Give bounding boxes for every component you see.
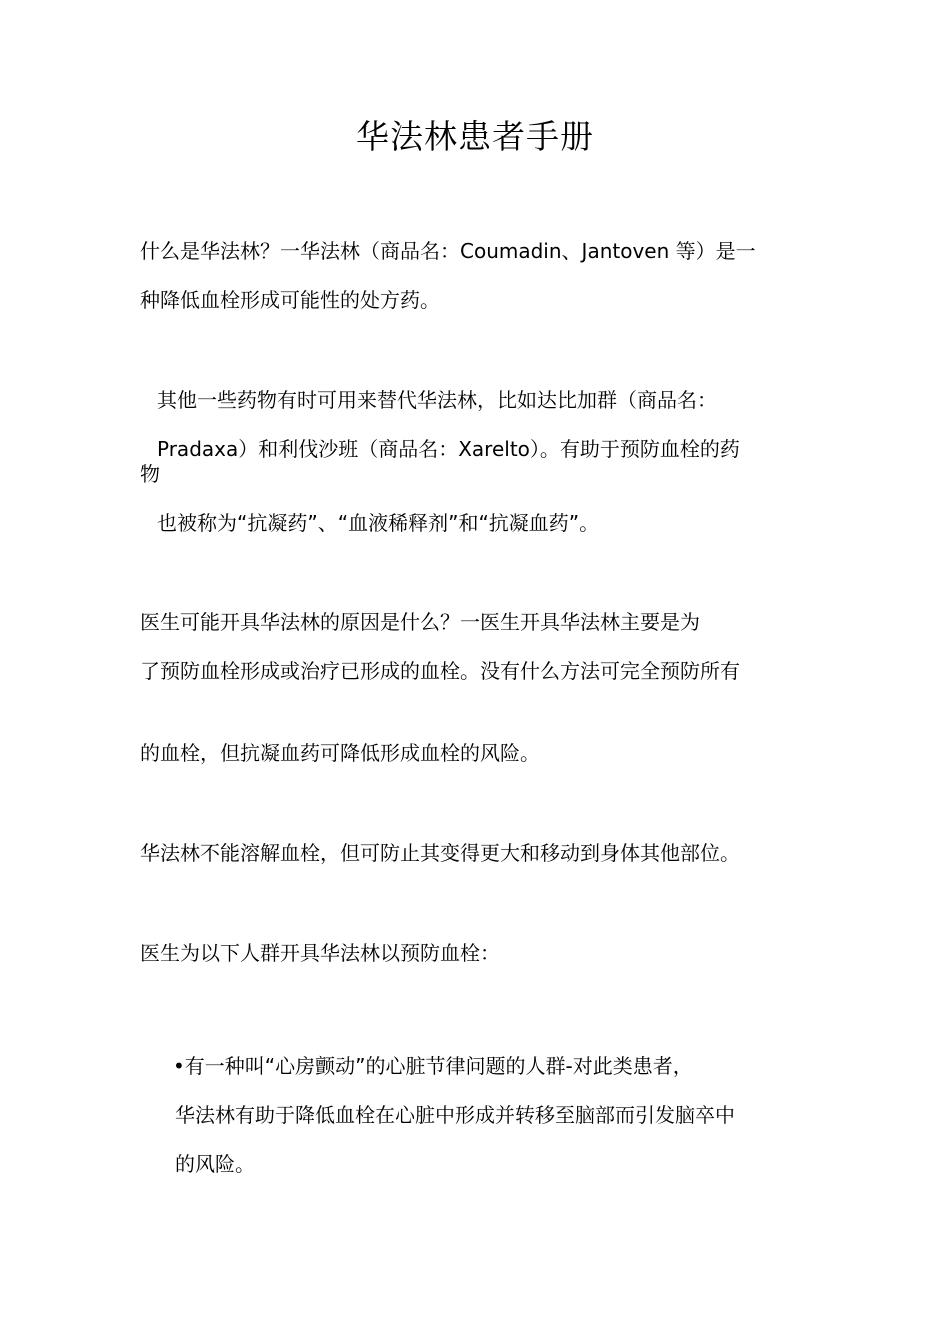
bullet-1-line-2: 华法林有助于降低血栓在心脏中形成并转移至脑部而引发脑卒中 xyxy=(175,1103,735,1127)
bullet-1-line-1: •有一种叫“心房颤动”的心脏节律问题的人群-对此类患者， xyxy=(173,1054,693,1078)
paragraph-5-line-1: 医生为以下人群开具华法林以预防血栓： xyxy=(140,941,500,965)
bullet-1-line-3: 的风险。 xyxy=(175,1152,255,1176)
paragraph-3-line-3: 的血栓，但抗凝血药可降低形成血栓的风险。 xyxy=(140,741,540,765)
paragraph-4-line-1: 华法林不能溶解血栓，但可防止其变得更大和移动到身体其他部位。 xyxy=(140,841,740,865)
document-title: 华法林患者手册 xyxy=(356,117,594,156)
paragraph-2-line-2-wrap: 物 xyxy=(140,462,160,486)
paragraph-2-line-1: 其他一些药物有时可用来替代华法林，比如达比加群（商品名： xyxy=(157,388,717,412)
paragraph-1-line-2: 种降低血栓形成可能性的处方药。 xyxy=(140,288,440,312)
paragraph-1-line-1: 什么是华法林？一华法林（商品名：Coumadin、Jantoven 等）是一 xyxy=(140,239,756,263)
paragraph-3-line-1: 医生可能开具华法林的原因是什么？一医生开具华法林主要是为 xyxy=(140,610,700,634)
paragraph-3-line-2: 了预防血栓形成或治疗已形成的血栓。没有什么方法可完全预防所有 xyxy=(140,659,740,683)
paragraph-2-line-3: 也被称为“抗凝药”、“血液稀释剂”和“抗凝血药”。 xyxy=(157,511,600,535)
paragraph-2-line-2: Pradaxa）和利伐沙班（商品名：Xarelto）。有助于预防血栓的药 xyxy=(157,437,740,461)
